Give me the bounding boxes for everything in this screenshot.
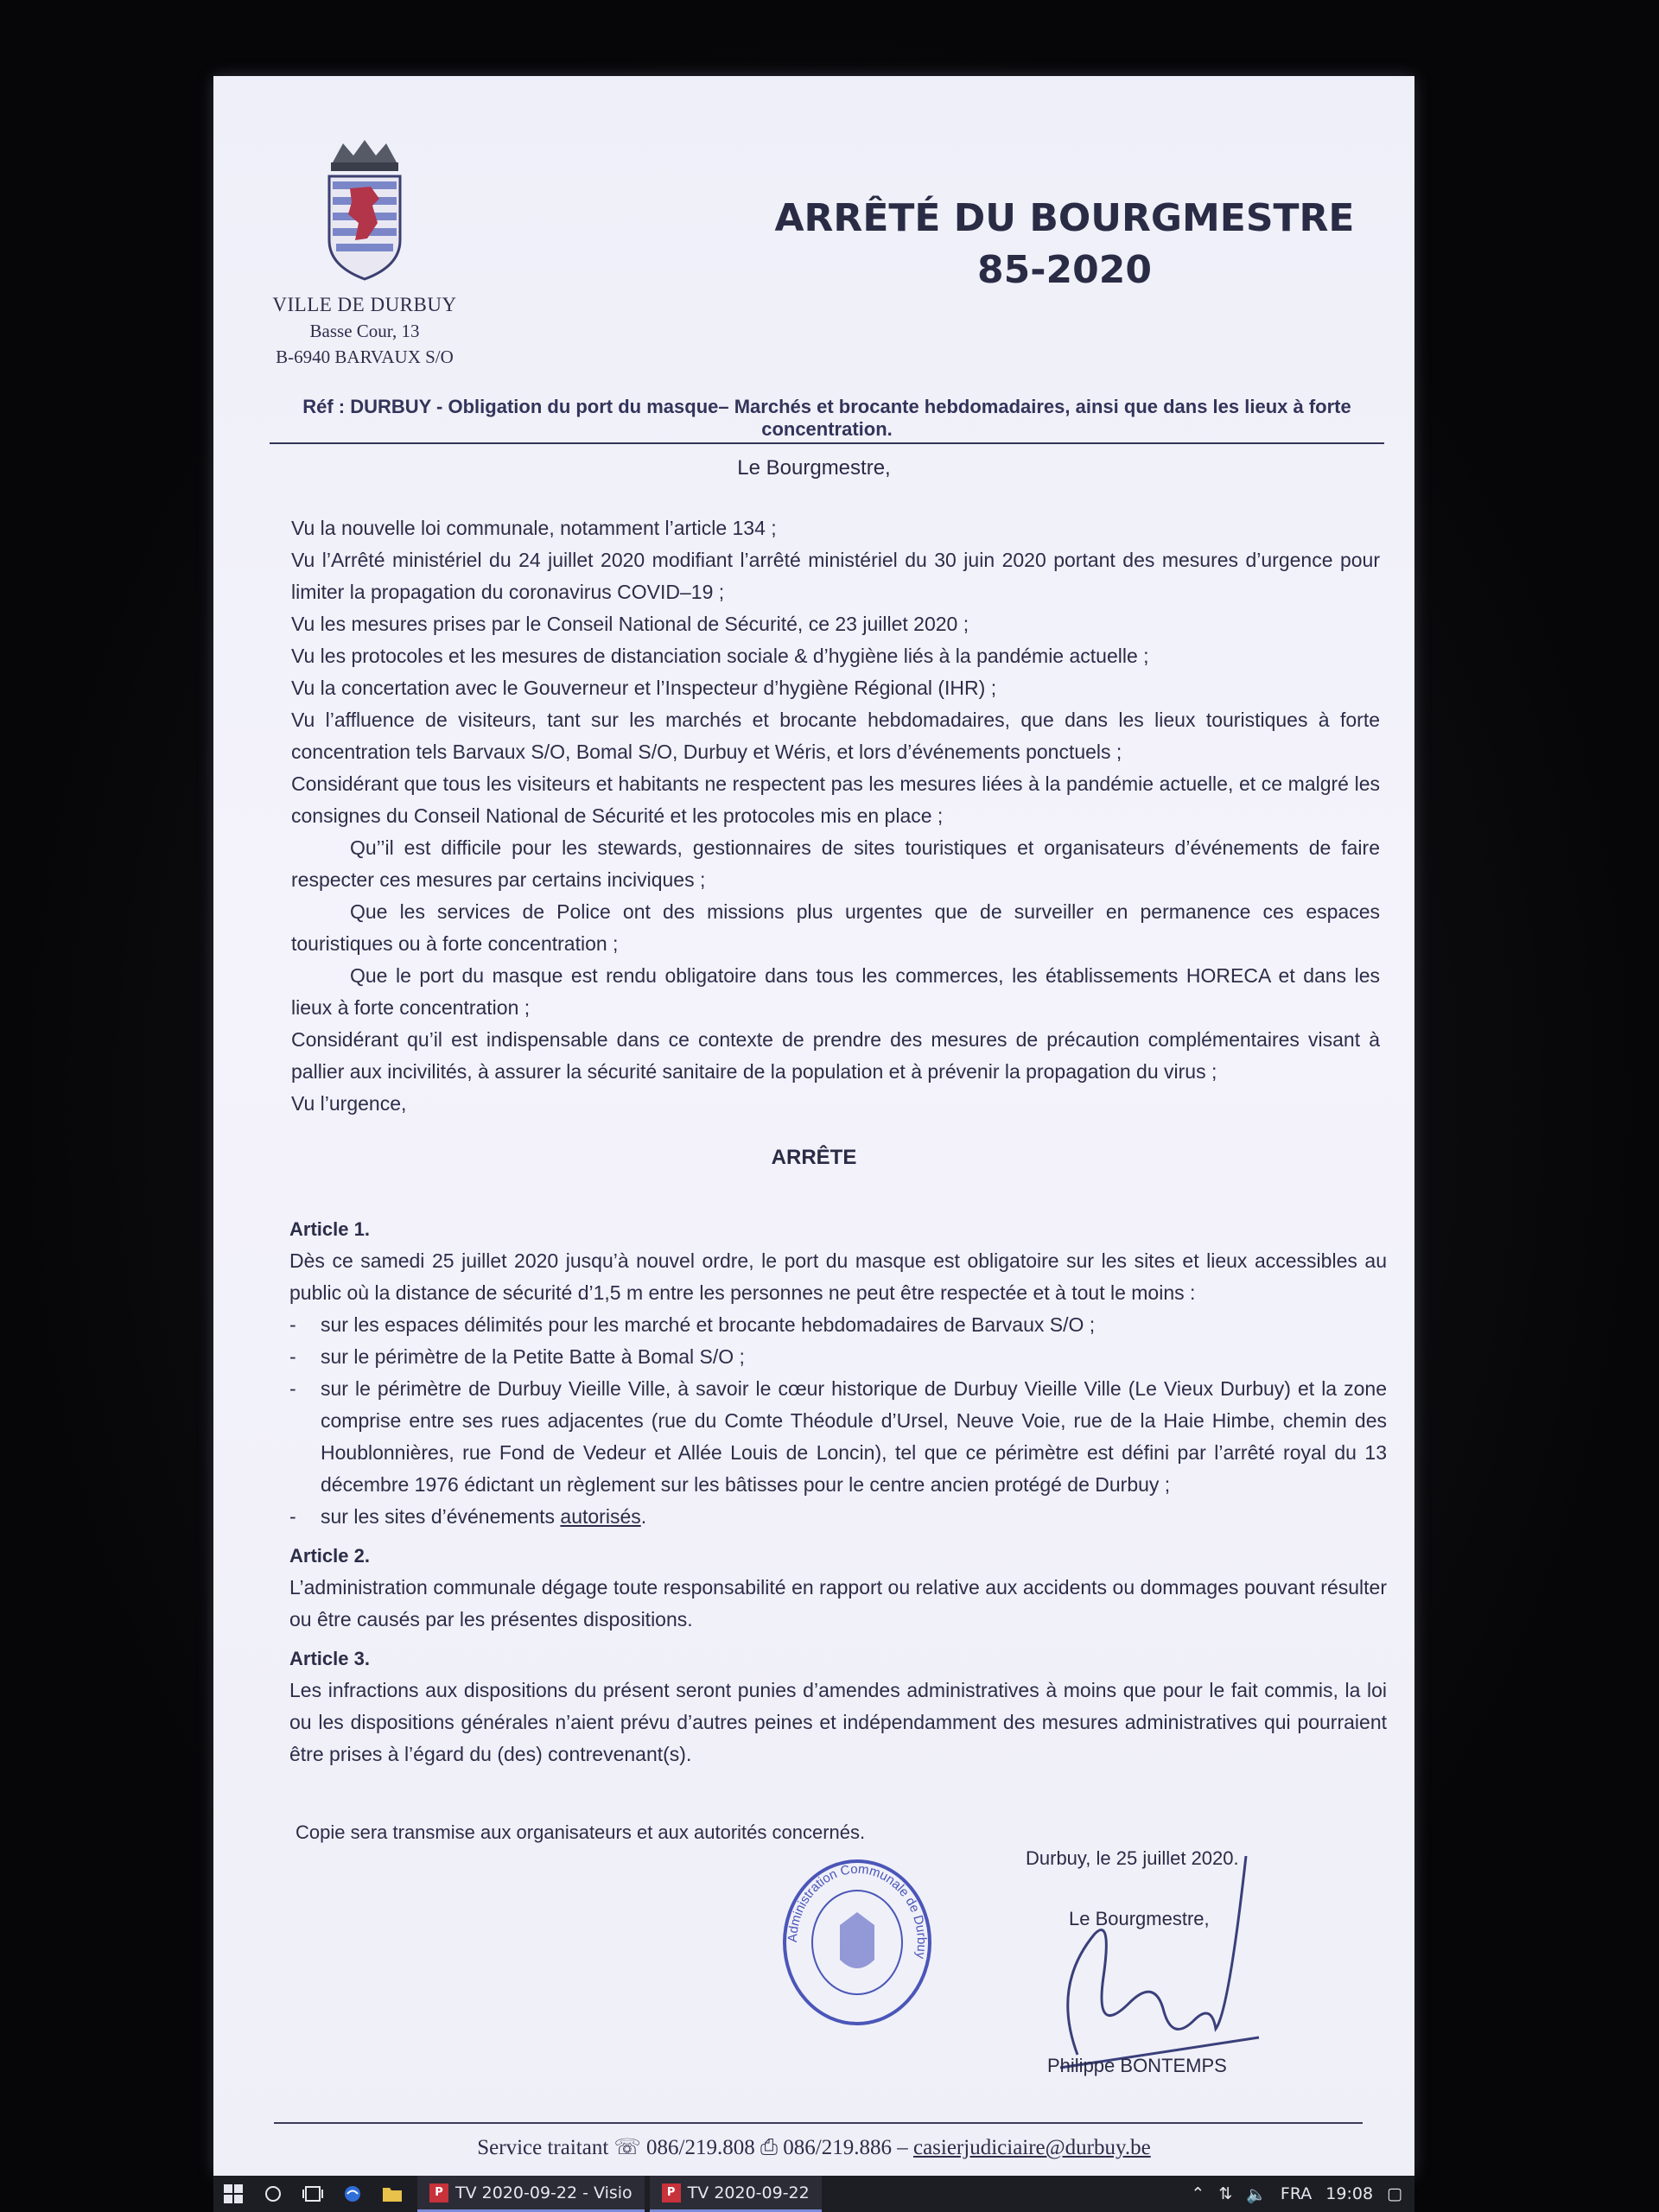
footer-phone: 086/219.808 [646, 2136, 755, 2159]
footer-separator: – [897, 2136, 908, 2159]
windows-start-icon[interactable] [213, 2176, 253, 2212]
town-address-street: Basse Cour, 13 [309, 321, 420, 341]
article-2-title: Article 2. [289, 1545, 370, 1567]
town-address-city: B-6940 BARVAUX S/O [276, 346, 454, 367]
taskbar-app-label: TV 2020-09-22 - Visio [455, 2183, 632, 2202]
reference-line: Réf : DURBUY - Obligation du port du masque– Marchés et brocante hebdomadaires, ainsi que dans les lieux à forte concentration. [270, 396, 1384, 444]
salutation: Le Bourgmestre, [737, 456, 891, 480]
search-icon[interactable] [253, 2176, 293, 2212]
considerant-line: Vu l’Arrêté ministériel du 24 juillet 2020 modifiant l’arrêté ministériel du 30 juin 2020 portant des mesures d’urgence pour limiter la propagation du coronavirus COVID–19 ; [291, 549, 1380, 603]
article-2-text: L’administration communale dégage toute responsabilité en rapport ou relative aux accidents ou dommages pouvant résulter ou être causés par les présentes dispositions. [289, 1576, 1387, 1630]
signature-title: Le Bourgmestre, [1069, 1908, 1210, 1929]
list-item: - sur le périmètre de la Petite Batte à Bomal S/O ; [289, 1341, 1387, 1373]
article-1-list [289, 1309, 1387, 1533]
title-line-2: 85-2020 [977, 248, 1152, 292]
list-item: - sur les espaces délimités pour les marché et brocante hebdomadaires de Barvaux S/O ; [289, 1309, 1387, 1341]
footer-label: Service traitant [477, 2136, 609, 2159]
windows-taskbar [213, 2176, 1414, 2212]
monitor-screen [213, 76, 1414, 2176]
clock[interactable]: 19:08 [1325, 2184, 1374, 2203]
handwritten-signature [1043, 1856, 1268, 2072]
considerants [291, 512, 1380, 1120]
title-line-1: ARRÊTÉ DU BOURGMESTRE [774, 196, 1355, 240]
network-icon[interactable]: ⇅ [1218, 2184, 1233, 2203]
footer-fax: 086/219.886 [783, 2136, 892, 2159]
pdf-icon: P [429, 2183, 448, 2202]
list-item [289, 1501, 1387, 1533]
municipal-letterhead [270, 137, 460, 370]
considerant-line: Vu la concertation avec le Gouverneur et l’Inspecteur d’hygiène Régional (IHR) ; [291, 677, 997, 699]
file-explorer-icon[interactable] [372, 2176, 412, 2212]
copy-notice: Copie sera transmise aux organisateurs et aux autorités concernés. [296, 1821, 866, 1843]
last-item-prefix: sur les sites d’événements [321, 1505, 561, 1528]
pdf-icon: P [662, 2183, 681, 2202]
taskbar-app-label: TV 2020-09-22 [687, 2183, 810, 2202]
chevron-up-icon[interactable]: ⌃ [1191, 2184, 1205, 2203]
article-1-title: Article 1. [289, 1218, 370, 1240]
notifications-icon[interactable]: ▢ [1387, 2184, 1402, 2203]
system-tray [1191, 2184, 1414, 2204]
volume-icon[interactable]: 🔈 [1246, 2184, 1267, 2204]
last-item-underlined: autorisés [560, 1505, 641, 1528]
footer-email-link[interactable]: casierjudiciaire@durbuy.be [912, 2136, 1151, 2159]
task-view-icon[interactable] [293, 2176, 333, 2212]
considerant-line: Qu’’il est difficile pour les stewards, gestionnaires de sites touristiques et organisateurs d’événements de faire respecter ces mesures par certains inciviques ; [291, 836, 1380, 891]
language-indicator[interactable]: FRA [1280, 2184, 1313, 2203]
considerant-line: Vu l’affluence de visiteurs, tant sur les marchés et brocante hebdomadaires, que dans les lieux touristiques à forte concentration tels Barvaux S/O, Bomal S/O, Durbuy et Wéris, et lors d’événements ponctuels ; [291, 709, 1380, 763]
considerant-line: Que le port du masque est rendu obligatoire dans tous les commerces, les établissements HORECA et dans les lieux à forte concentration ; [291, 964, 1380, 1019]
taskbar-app-visio[interactable] [417, 2176, 645, 2212]
taskbar-app-document[interactable] [650, 2176, 822, 2212]
browser-icon[interactable] [333, 2176, 372, 2212]
coat-of-arms-icon [317, 137, 412, 292]
considerant-line: Considérant que tous les visiteurs et habitants ne respectent pas les mesures liées à la pandémie actuelle, et ce malgré les consignes du Conseil National de Sécurité et les protocoles mis en place ; [291, 772, 1380, 827]
considerant-line: Vu les mesures prises par le Conseil National de Sécurité, ce 23 juillet 2020 ; [291, 613, 969, 635]
considerant-line: Vu l’urgence, [291, 1092, 407, 1115]
article-3-title: Article 3. [289, 1648, 370, 1669]
considerant-line: Vu les protocoles et les mesures de distanciation sociale & d’hygiène liés à la pandémie actuelle ; [291, 645, 1149, 667]
phone-icon: ☏ [613, 2136, 641, 2159]
considerant-line: Que les services de Police ont des missions plus urgentes que de surveiller en permanence ces espaces touristiques ou à forte concentration ; [291, 900, 1380, 955]
considerant-line: Vu la nouvelle loi communale, notamment l’article 134 ; [291, 517, 777, 539]
official-stamp [779, 1856, 935, 2029]
article-1-intro: Dès ce samedi 25 juillet 2020 jusqu’à nouvel ordre, le port du masque est obligatoire sur les sites et lieux accessibles au public où la distance de sécurité d’1,5 m entre les personnes ne peut être respectée et à tout le moins : [289, 1249, 1387, 1304]
signature-date: Durbuy, le 25 juillet 2020. [1026, 1847, 1239, 1869]
footer-divider [274, 2122, 1363, 2124]
fax-icon: ⎙ [760, 2136, 779, 2159]
list-item: - sur le périmètre de Durbuy Vieille Ville, à savoir le cœur historique de Durbuy Vieille Ville (Le Vieux Durbuy) et la zone comprise entre ses rues adjacentes (rue du Comte Théodule d’Ursel, Neuve Voie, rue de la Haie Himbe, chemin des Houblonnières, rue Fond de Vedeur et Allée Louis de Loncin), tel que ce périmètre est défini par l’arrêté royal du 13 décembre 1976 édictant un règlement sur les bâtisses pour le centre ancien protégé de Durbuy ; [289, 1373, 1387, 1501]
document-footer [213, 2134, 1414, 2160]
articles [289, 1206, 1387, 1770]
considerant-line: Considérant qu’il est indispensable dans ce contexte de prendre des mesures de précaution complémentaires visant à pallier aux incivilités, à assurer la sécurité sanitaire de la population et à prévenir la propagation du virus ; [291, 1028, 1380, 1083]
last-item-suffix: . [640, 1505, 647, 1528]
stamp-text: Administration Communale de Durbuy [785, 1861, 930, 1961]
arrete-heading: ARRÊTE [771, 1146, 857, 1169]
document-title [749, 193, 1380, 296]
signatory-name: Philippe BONTEMPS [1047, 2055, 1227, 2076]
town-name: VILLE DE DURBUY [272, 294, 457, 315]
document-page [213, 76, 1414, 2159]
article-3-text: Les infractions aux dispositions du présent seront punies d’amendes administratives à moins que pour le fait commis, la loi ou les dispositions générales n’aient prévu d’autres peines et indépendamment des mesures administratives qui pourraient être prises à l’égard du (des) contrevenant(s). [289, 1679, 1387, 1765]
